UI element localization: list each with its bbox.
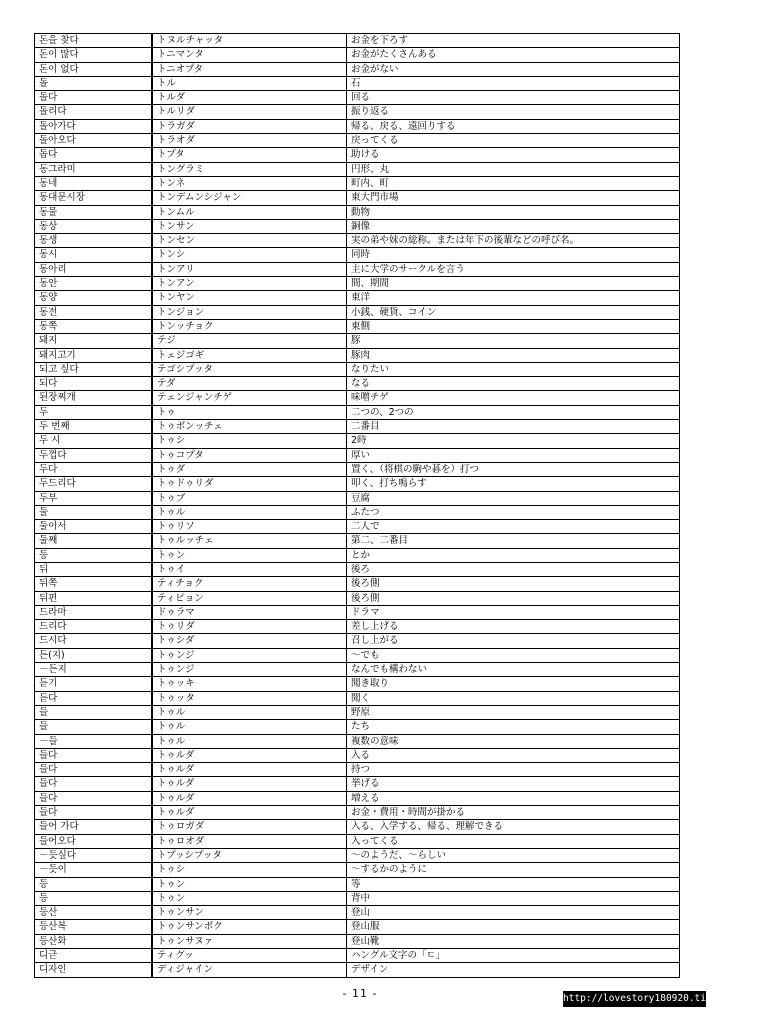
korean-word-cell: 들 — [35, 705, 153, 719]
japanese-meaning-cell: 後ろ側 — [347, 591, 680, 605]
table-row — [35, 434, 680, 448]
table-row — [35, 820, 680, 834]
korean-word-cell: 듣다 — [35, 691, 153, 705]
korean-word-cell: 둘 — [35, 505, 153, 519]
katakana-reading-cell: テダ — [152, 377, 347, 391]
table-row — [35, 191, 680, 205]
table-row — [35, 848, 680, 862]
table-row — [35, 877, 680, 891]
katakana-reading-cell: トラガダ — [152, 119, 347, 133]
japanese-meaning-cell: 第二、二番目 — [347, 534, 680, 548]
katakana-reading-cell: テジ — [152, 334, 347, 348]
katakana-reading-cell: トゥリソ — [152, 520, 347, 534]
table-row — [35, 277, 680, 291]
japanese-meaning-cell: 差し上げる — [347, 620, 680, 634]
katakana-reading-cell: トゥルダ — [152, 763, 347, 777]
katakana-reading-cell: トゥルッチェ — [152, 534, 347, 548]
katakana-reading-cell: トングラミ — [152, 162, 347, 176]
table-row — [35, 462, 680, 476]
table-row — [35, 791, 680, 805]
korean-word-cell: 등산 — [35, 906, 153, 920]
korean-word-cell: 뒤편 — [35, 591, 153, 605]
korean-word-cell: 들 — [35, 720, 153, 734]
korean-word-cell: 뒤 — [35, 562, 153, 576]
table-row — [35, 620, 680, 634]
korean-word-cell: 동상 — [35, 219, 153, 233]
japanese-meaning-cell: 挙げる — [347, 777, 680, 791]
katakana-reading-cell: トゥボンッチェ — [152, 420, 347, 434]
katakana-reading-cell: トンサン — [152, 219, 347, 233]
katakana-reading-cell: トゥンジ — [152, 648, 347, 662]
katakana-reading-cell: トェジゴギ — [152, 348, 347, 362]
japanese-meaning-cell: 町内、町 — [347, 176, 680, 190]
korean-word-cell: 동전 — [35, 305, 153, 319]
japanese-meaning-cell: ～するかのように — [347, 863, 680, 877]
japanese-meaning-cell: 等 — [347, 877, 680, 891]
table-row — [35, 348, 680, 362]
table-row — [35, 234, 680, 248]
katakana-reading-cell: トルダ — [152, 91, 347, 105]
japanese-meaning-cell: 小銭、硬貨、コイン — [347, 305, 680, 319]
table-row — [35, 62, 680, 76]
japanese-meaning-cell: なりたい — [347, 362, 680, 376]
korean-word-cell: 돼지고기 — [35, 348, 153, 362]
korean-word-cell: 돼지 — [35, 334, 153, 348]
japanese-meaning-cell: 動物 — [347, 205, 680, 219]
japanese-meaning-cell: 後ろ側 — [347, 577, 680, 591]
japanese-meaning-cell: ふたつ — [347, 505, 680, 519]
japanese-meaning-cell: 登山靴 — [347, 934, 680, 948]
katakana-reading-cell: トゥルダ — [152, 791, 347, 805]
table-row — [35, 562, 680, 576]
table-row — [35, 863, 680, 877]
katakana-reading-cell: トゥロガダ — [152, 820, 347, 834]
katakana-reading-cell: トゥシダ — [152, 634, 347, 648]
table-row — [35, 362, 680, 376]
japanese-meaning-cell: 野原 — [347, 705, 680, 719]
katakana-reading-cell: トプタ — [152, 148, 347, 162]
katakana-reading-cell: トゥンサン — [152, 906, 347, 920]
korean-word-cell: 된장찌개 — [35, 391, 153, 405]
japanese-meaning-cell: 増える — [347, 791, 680, 805]
korean-word-cell: 두드리다 — [35, 477, 153, 491]
korean-word-cell: 동안 — [35, 277, 153, 291]
table-row — [35, 405, 680, 419]
katakana-reading-cell: トゥコプタ — [152, 448, 347, 462]
table-row — [35, 48, 680, 62]
blog-url-watermark: http://lovestory180920.tistory.com — [563, 991, 706, 1007]
korean-word-cell: 돌 — [35, 76, 153, 90]
table-row — [35, 591, 680, 605]
japanese-meaning-cell: 間、期間 — [347, 277, 680, 291]
table-row — [35, 205, 680, 219]
korean-word-cell: 듣기 — [35, 677, 153, 691]
katakana-reading-cell: トニマンタ — [152, 48, 347, 62]
japanese-meaning-cell: 聞く — [347, 691, 680, 705]
japanese-meaning-cell: 登山服 — [347, 920, 680, 934]
japanese-meaning-cell: 入る、入学する、帰る、理解できる — [347, 820, 680, 834]
japanese-meaning-cell: 豚肉 — [347, 348, 680, 362]
table-row — [35, 477, 680, 491]
japanese-meaning-cell: 二番目 — [347, 420, 680, 434]
korean-word-cell: 동네 — [35, 176, 153, 190]
katakana-reading-cell: トンネ — [152, 176, 347, 190]
katakana-reading-cell: トゥッキ — [152, 677, 347, 691]
katakana-reading-cell: トゥシ — [152, 863, 347, 877]
katakana-reading-cell: テェンジャンチゲ — [152, 391, 347, 405]
japanese-meaning-cell: 二人で — [347, 520, 680, 534]
korean-word-cell: 들다 — [35, 806, 153, 820]
korean-word-cell: 디자인 — [35, 963, 153, 977]
japanese-meaning-cell: ドラマ — [347, 605, 680, 619]
japanese-meaning-cell: 東大門市場 — [347, 191, 680, 205]
korean-word-cell: 든(지) — [35, 648, 153, 662]
katakana-reading-cell: トゥル — [152, 720, 347, 734]
table-row — [35, 319, 680, 333]
korean-word-cell: 두부 — [35, 491, 153, 505]
katakana-reading-cell: トンムル — [152, 205, 347, 219]
table-row — [35, 505, 680, 519]
korean-word-cell: 들다 — [35, 791, 153, 805]
japanese-meaning-cell: お金を下ろす — [347, 34, 680, 48]
table-row — [35, 119, 680, 133]
katakana-reading-cell: テゴシプッタ — [152, 362, 347, 376]
korean-word-cell: 두껍다 — [35, 448, 153, 462]
table-row — [35, 691, 680, 705]
table-row — [35, 577, 680, 591]
japanese-meaning-cell: お金・費用・時間が掛かる — [347, 806, 680, 820]
japanese-meaning-cell: 登山 — [347, 906, 680, 920]
katakana-reading-cell: トゥル — [152, 734, 347, 748]
japanese-meaning-cell: 入ってくる — [347, 834, 680, 848]
katakana-reading-cell: トゥシ — [152, 434, 347, 448]
korean-word-cell: －들 — [35, 734, 153, 748]
table-row — [35, 219, 680, 233]
table-row — [35, 248, 680, 262]
korean-word-cell: 동물 — [35, 205, 153, 219]
katakana-reading-cell: ティチョク — [152, 577, 347, 591]
table-row — [35, 677, 680, 691]
korean-word-cell: 동시 — [35, 248, 153, 262]
japanese-meaning-cell: お金がたくさんある — [347, 48, 680, 62]
table-row — [35, 963, 680, 977]
korean-word-cell: 동양 — [35, 291, 153, 305]
table-row — [35, 834, 680, 848]
korean-word-cell: 둘이서 — [35, 520, 153, 534]
japanese-meaning-cell: なる — [347, 377, 680, 391]
japanese-meaning-cell: 背中 — [347, 891, 680, 905]
korean-word-cell: 드시다 — [35, 634, 153, 648]
katakana-reading-cell: トゥドゥリダ — [152, 477, 347, 491]
table-row — [35, 291, 680, 305]
korean-word-cell: 디귿 — [35, 949, 153, 963]
korean-word-cell: 둘째 — [35, 534, 153, 548]
japanese-meaning-cell: 召し上がる — [347, 634, 680, 648]
japanese-meaning-cell: 実の弟や妹の総称。または年下の後輩などの呼び名。 — [347, 234, 680, 248]
japanese-meaning-cell: 持つ — [347, 763, 680, 777]
japanese-meaning-cell: 厚い — [347, 448, 680, 462]
korean-word-cell: 돌아오다 — [35, 134, 153, 148]
table-row — [35, 148, 680, 162]
japanese-meaning-cell: 回る — [347, 91, 680, 105]
japanese-meaning-cell: お金がない — [347, 62, 680, 76]
katakana-reading-cell: ディジャイン — [152, 963, 347, 977]
table-row — [35, 262, 680, 276]
katakana-reading-cell: トゥダ — [152, 462, 347, 476]
japanese-meaning-cell: 味噌チゲ — [347, 391, 680, 405]
katakana-reading-cell: ドゥラマ — [152, 605, 347, 619]
korean-word-cell: 돌아가다 — [35, 119, 153, 133]
japanese-meaning-cell: ～のようだ、～らしい — [347, 848, 680, 862]
korean-word-cell: 등산화 — [35, 934, 153, 948]
korean-word-cell: 두 — [35, 405, 153, 419]
katakana-reading-cell: トンセン — [152, 234, 347, 248]
japanese-meaning-cell: 振り返る — [347, 105, 680, 119]
table-row — [35, 763, 680, 777]
japanese-meaning-cell: 置く、（将棋の駒や碁を）打つ — [347, 462, 680, 476]
katakana-reading-cell: トゥンサヌァ — [152, 934, 347, 948]
katakana-reading-cell: トゥルダ — [152, 748, 347, 762]
katakana-reading-cell: ティピョン — [152, 591, 347, 605]
table-row — [35, 76, 680, 90]
japanese-meaning-cell: ～でも — [347, 648, 680, 662]
table-row — [35, 91, 680, 105]
table-row — [35, 906, 680, 920]
korean-word-cell: 등 — [35, 548, 153, 562]
katakana-reading-cell: トンッチョク — [152, 319, 347, 333]
katakana-reading-cell: トンデムンシジャン — [152, 191, 347, 205]
japanese-meaning-cell: なんでも構わない — [347, 663, 680, 677]
table-row — [35, 720, 680, 734]
table-row — [35, 377, 680, 391]
katakana-reading-cell: トゥン — [152, 548, 347, 562]
korean-word-cell: 돈이 많다 — [35, 48, 153, 62]
katakana-reading-cell: トンアン — [152, 277, 347, 291]
japanese-meaning-cell: 二つの、2つの — [347, 405, 680, 419]
japanese-meaning-cell: 豆腐 — [347, 491, 680, 505]
japanese-meaning-cell: とか — [347, 548, 680, 562]
table-row — [35, 334, 680, 348]
katakana-reading-cell: トル — [152, 76, 347, 90]
table-row — [35, 420, 680, 434]
katakana-reading-cell: トンアリ — [152, 262, 347, 276]
katakana-reading-cell: ティグッ — [152, 949, 347, 963]
katakana-reading-cell: トゥイ — [152, 562, 347, 576]
japanese-meaning-cell: 東洋 — [347, 291, 680, 305]
japanese-meaning-cell: 円形、丸 — [347, 162, 680, 176]
japanese-meaning-cell: デザイン — [347, 963, 680, 977]
table-row — [35, 134, 680, 148]
japanese-meaning-cell: ハングル文字の「ㄷ」 — [347, 949, 680, 963]
korean-word-cell: 들다 — [35, 748, 153, 762]
korean-word-cell: 등 — [35, 877, 153, 891]
table-row — [35, 491, 680, 505]
katakana-reading-cell: トヌルチャッタ — [152, 34, 347, 48]
japanese-meaning-cell: 石 — [347, 76, 680, 90]
katakana-reading-cell: トラオダ — [152, 134, 347, 148]
korean-word-cell: 드라마 — [35, 605, 153, 619]
katakana-reading-cell: トプッシプッタ — [152, 848, 347, 862]
katakana-reading-cell: トンシ — [152, 248, 347, 262]
table-row — [35, 520, 680, 534]
japanese-meaning-cell: 主に大学のサークルを言う — [347, 262, 680, 276]
japanese-meaning-cell: 同時 — [347, 248, 680, 262]
katakana-reading-cell: トゥルダ — [152, 806, 347, 820]
korean-word-cell: 등 — [35, 891, 153, 905]
table-row — [35, 734, 680, 748]
korean-word-cell: 뒤쪽 — [35, 577, 153, 591]
japanese-meaning-cell: 複数の意味 — [347, 734, 680, 748]
korean-word-cell: 동아리 — [35, 262, 153, 276]
japanese-meaning-cell: 助ける — [347, 148, 680, 162]
table-row — [35, 448, 680, 462]
table-row — [35, 162, 680, 176]
korean-word-cell: 들다 — [35, 763, 153, 777]
katakana-reading-cell: トルリダ — [152, 105, 347, 119]
table-row — [35, 34, 680, 48]
page-number: - 11 - — [342, 987, 378, 1000]
korean-word-cell: －듯이 — [35, 863, 153, 877]
korean-word-cell: 들어오다 — [35, 834, 153, 848]
katakana-reading-cell: トゥル — [152, 705, 347, 719]
japanese-meaning-cell: 叩く、打ち鳴らす — [347, 477, 680, 491]
table-row — [35, 105, 680, 119]
korean-word-cell: 동대문시장 — [35, 191, 153, 205]
korean-word-cell: 들어 가다 — [35, 820, 153, 834]
katakana-reading-cell: トゥロオダ — [152, 834, 347, 848]
katakana-reading-cell: トゥンサンボク — [152, 920, 347, 934]
table-row — [35, 305, 680, 319]
table-row — [35, 949, 680, 963]
katakana-reading-cell: トゥルダ — [152, 777, 347, 791]
korean-word-cell: 돈이 없다 — [35, 62, 153, 76]
japanese-meaning-cell: 聞き取り — [347, 677, 680, 691]
korean-word-cell: 돌다 — [35, 91, 153, 105]
japanese-meaning-cell: 後ろ — [347, 562, 680, 576]
korean-word-cell: 돕다 — [35, 148, 153, 162]
table-row — [35, 748, 680, 762]
korean-word-cell: 동생 — [35, 234, 153, 248]
japanese-meaning-cell: 銅像 — [347, 219, 680, 233]
korean-word-cell: －든지 — [35, 663, 153, 677]
katakana-reading-cell: トゥッタ — [152, 691, 347, 705]
table-row — [35, 648, 680, 662]
katakana-reading-cell: トゥン — [152, 877, 347, 891]
vocabulary-table — [34, 33, 680, 978]
japanese-meaning-cell: 戻ってくる — [347, 134, 680, 148]
table-row — [35, 634, 680, 648]
korean-word-cell: 동쪽 — [35, 319, 153, 333]
korean-word-cell: 등산복 — [35, 920, 153, 934]
japanese-meaning-cell: 2時 — [347, 434, 680, 448]
table-row — [35, 605, 680, 619]
korean-word-cell: 돌리다 — [35, 105, 153, 119]
table-row — [35, 534, 680, 548]
japanese-meaning-cell: たち — [347, 720, 680, 734]
korean-word-cell: 동그라미 — [35, 162, 153, 176]
katakana-reading-cell: トゥブ — [152, 491, 347, 505]
japanese-meaning-cell: 帰る、戻る、遠回りする — [347, 119, 680, 133]
table-row — [35, 705, 680, 719]
table-row — [35, 176, 680, 190]
korean-word-cell: 돈을 찾다 — [35, 34, 153, 48]
korean-word-cell: 되고 싶다 — [35, 362, 153, 376]
katakana-reading-cell: トゥ — [152, 405, 347, 419]
korean-word-cell: 두 번째 — [35, 420, 153, 434]
katakana-reading-cell: トニオプタ — [152, 62, 347, 76]
table-row — [35, 891, 680, 905]
table-row — [35, 391, 680, 405]
table-row — [35, 777, 680, 791]
korean-word-cell: 드리다 — [35, 620, 153, 634]
table-row — [35, 548, 680, 562]
korean-word-cell: 되다 — [35, 377, 153, 391]
vocabulary-table-body — [35, 34, 680, 978]
table-row — [35, 934, 680, 948]
katakana-reading-cell: トンヤン — [152, 291, 347, 305]
japanese-meaning-cell: 豚 — [347, 334, 680, 348]
katakana-reading-cell: トゥン — [152, 891, 347, 905]
japanese-meaning-cell: 入る — [347, 748, 680, 762]
katakana-reading-cell: トゥル — [152, 505, 347, 519]
table-row — [35, 663, 680, 677]
korean-word-cell: 두 시 — [35, 434, 153, 448]
korean-word-cell: 두다 — [35, 462, 153, 476]
table-row — [35, 920, 680, 934]
katakana-reading-cell: トゥリダ — [152, 620, 347, 634]
korean-word-cell: －듯싶다 — [35, 848, 153, 862]
japanese-meaning-cell: 東側 — [347, 319, 680, 333]
korean-word-cell: 들다 — [35, 777, 153, 791]
katakana-reading-cell: トゥンジ — [152, 663, 347, 677]
katakana-reading-cell: トンジョン — [152, 305, 347, 319]
table-row — [35, 806, 680, 820]
